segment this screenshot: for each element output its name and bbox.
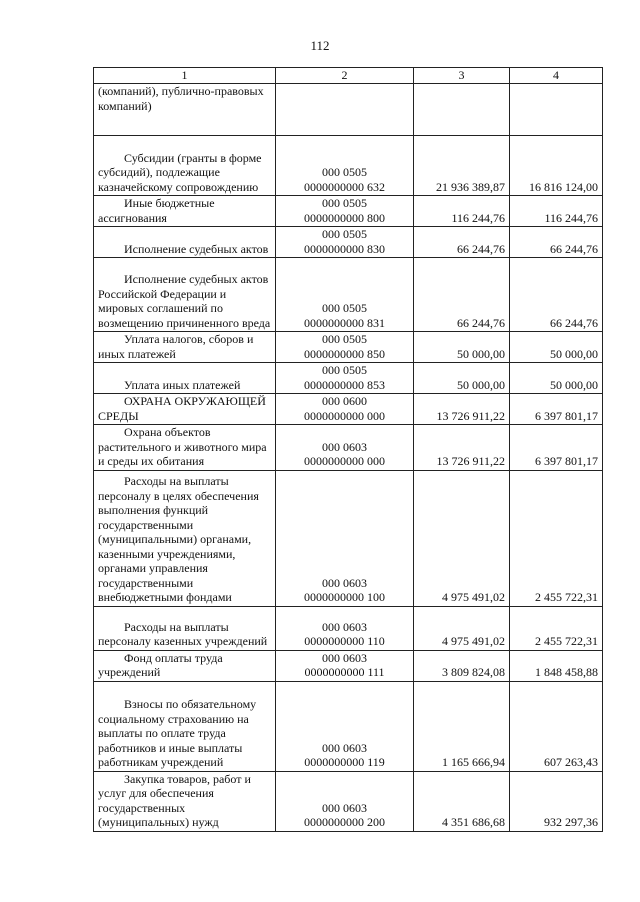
row-code-cell xyxy=(276,136,414,196)
row-code-cell xyxy=(276,196,414,227)
row-name-cell xyxy=(94,771,276,831)
row-code-cell xyxy=(276,84,414,136)
row-value-4: 66 244,76 xyxy=(510,227,603,258)
row-code-cell xyxy=(276,394,414,425)
budget-table xyxy=(93,67,603,832)
row-value-3: 50 000,00 xyxy=(414,332,510,363)
table-header-row xyxy=(94,68,603,84)
row-value-3: 21 936 389,87 xyxy=(414,136,510,196)
row-name-text: Иные бюджетные ассигнования xyxy=(98,196,215,225)
table-row xyxy=(94,196,603,227)
row-value-4: 6 397 801,17 xyxy=(510,425,603,471)
row-code-cell xyxy=(276,606,414,650)
table-row xyxy=(94,227,603,258)
row-code-article: 0000000000 632 xyxy=(304,179,385,194)
row-name-cell xyxy=(94,425,276,471)
table-row xyxy=(94,771,603,831)
row-value-3: 4 975 491,02 xyxy=(414,470,510,606)
row-value-3: 116 244,76 xyxy=(414,196,510,227)
row-code-cell xyxy=(276,771,414,831)
row-code-cell xyxy=(276,227,414,258)
column-header-1: 1 xyxy=(94,68,276,84)
row-code-section: 000 0505 xyxy=(322,363,367,377)
row-code-section: 000 0603 xyxy=(322,619,367,634)
row-code-cell xyxy=(276,363,414,394)
row-value-3: 50 000,00 xyxy=(414,363,510,394)
table-row xyxy=(94,258,603,332)
row-name-text: Расходы на выплаты персоналу в целях обеспечения выполнения функций государственными (муниципальными) органами, казенными учреждениями, органами управления государственными внебюджетными фондами xyxy=(98,474,259,604)
row-name-cell xyxy=(94,650,276,681)
row-code-article: 0000000000 850 xyxy=(304,346,385,361)
row-name-cell xyxy=(94,394,276,425)
row-value-4: 607 263,43 xyxy=(510,681,603,771)
table-row xyxy=(94,394,603,425)
row-code-section: 000 0505 xyxy=(322,227,367,241)
row-name-cell xyxy=(94,84,276,136)
row-value-4: 932 297,36 xyxy=(510,771,603,831)
row-name-cell xyxy=(94,681,276,771)
row-name-text: Охрана объектов растительного и животного мира и среды их обитания xyxy=(98,425,267,468)
row-code-article: 0000000000 800 xyxy=(304,210,385,225)
row-value-3: 66 244,76 xyxy=(414,258,510,332)
table-row xyxy=(94,363,603,394)
row-code-cell xyxy=(276,425,414,471)
row-value-4: 6 397 801,17 xyxy=(510,394,603,425)
row-name-text: Расходы на выплаты персоналу казенных учреждений xyxy=(98,619,268,648)
row-code-section: 000 0603 xyxy=(322,650,367,665)
row-name-cell xyxy=(94,332,276,363)
row-code-article: 0000000000 853 xyxy=(304,377,385,392)
row-value-4 xyxy=(510,84,603,136)
row-value-3 xyxy=(414,84,510,136)
row-code-section: 000 0603 xyxy=(322,439,367,454)
row-code-section: 000 0505 xyxy=(322,196,367,210)
row-value-3: 3 809 824,08 xyxy=(414,650,510,681)
row-name-text: Уплата иных платежей xyxy=(124,377,241,392)
row-name-cell xyxy=(94,196,276,227)
row-code-section: 000 0603 xyxy=(322,800,367,815)
row-code-article: 0000000000 111 xyxy=(304,665,385,679)
row-name-text: Субсидии (гранты в форме субсидий), подлежащие казначейскому сопровождению xyxy=(98,150,262,194)
row-code-cell xyxy=(276,650,414,681)
row-code-section: 000 0505 xyxy=(322,301,367,315)
row-code-section: 000 0600 xyxy=(322,394,367,408)
row-value-3: 4 351 686,68 xyxy=(414,771,510,831)
row-name-cell xyxy=(94,606,276,650)
row-name-text: Исполнение судебных актов xyxy=(124,241,269,256)
table-row xyxy=(94,425,603,471)
row-code-article: 0000000000 830 xyxy=(304,241,385,256)
row-name-cell xyxy=(94,363,276,394)
row-code-article: 0000000000 000 xyxy=(304,408,385,423)
row-value-4: 50 000,00 xyxy=(510,332,603,363)
row-value-3: 13 726 911,22 xyxy=(414,425,510,471)
table-row xyxy=(94,136,603,196)
row-code-article: 0000000000 000 xyxy=(304,454,385,468)
row-code-section: 000 0603 xyxy=(322,575,367,590)
row-name-cell xyxy=(94,470,276,606)
row-name-text: (компаний), публично-правовых компаний) xyxy=(98,84,264,113)
row-code-article: 0000000000 200 xyxy=(304,815,385,829)
row-code-section: 000 0505 xyxy=(322,332,367,346)
row-code-cell xyxy=(276,681,414,771)
row-name-text: Фонд оплаты труда учреждений xyxy=(98,650,223,679)
column-header-4: 4 xyxy=(510,68,603,84)
table-row xyxy=(94,470,603,606)
table-row xyxy=(94,681,603,771)
row-code-article: 0000000000 100 xyxy=(304,590,385,604)
table-row xyxy=(94,332,603,363)
row-value-4: 66 244,76 xyxy=(510,258,603,332)
row-value-4: 50 000,00 xyxy=(510,363,603,394)
row-value-4: 2 455 722,31 xyxy=(510,606,603,650)
row-value-4: 16 816 124,00 xyxy=(510,136,603,196)
row-code-article: 0000000000 119 xyxy=(304,755,385,769)
column-header-2: 2 xyxy=(276,68,414,84)
row-name-text: Взносы по обязательному социальному страхованию на выплаты по оплате труда работников и иные выплаты работникам учреждений xyxy=(98,697,257,769)
row-code-section: 000 0603 xyxy=(322,740,367,755)
row-value-3: 1 165 666,94 xyxy=(414,681,510,771)
row-value-4: 1 848 458,88 xyxy=(510,650,603,681)
row-value-4: 2 455 722,31 xyxy=(510,470,603,606)
row-name-text: Закупка товаров, работ и услуг для обеспечения государственных (муниципальных) нужд xyxy=(98,771,251,829)
row-value-3: 4 975 491,02 xyxy=(414,606,510,650)
row-name-text: Уплата налогов, сборов и иных платежей xyxy=(98,332,254,361)
table-row xyxy=(94,84,603,136)
table-row xyxy=(94,650,603,681)
row-name-cell xyxy=(94,136,276,196)
row-code-article: 0000000000 831 xyxy=(304,315,385,330)
table-row xyxy=(94,606,603,650)
row-code-article: 0000000000 110 xyxy=(304,634,385,648)
row-value-4: 116 244,76 xyxy=(510,196,603,227)
row-name-text: Исполнение судебных актов Российской Федерации и мировых соглашений по возмещению причиненного вреда xyxy=(98,272,271,330)
column-header-3: 3 xyxy=(414,68,510,84)
page-number: 112 xyxy=(310,38,330,53)
row-name-text: ОХРАНА ОКРУЖАЮЩЕЙ СРЕДЫ xyxy=(98,394,266,423)
row-value-3: 13 726 911,22 xyxy=(414,394,510,425)
row-code-cell xyxy=(276,258,414,332)
row-code-section: 000 0505 xyxy=(322,165,367,179)
row-name-cell xyxy=(94,227,276,258)
row-code-cell xyxy=(276,470,414,606)
row-code-cell xyxy=(276,332,414,363)
row-name-cell xyxy=(94,258,276,332)
row-value-3: 66 244,76 xyxy=(414,227,510,258)
